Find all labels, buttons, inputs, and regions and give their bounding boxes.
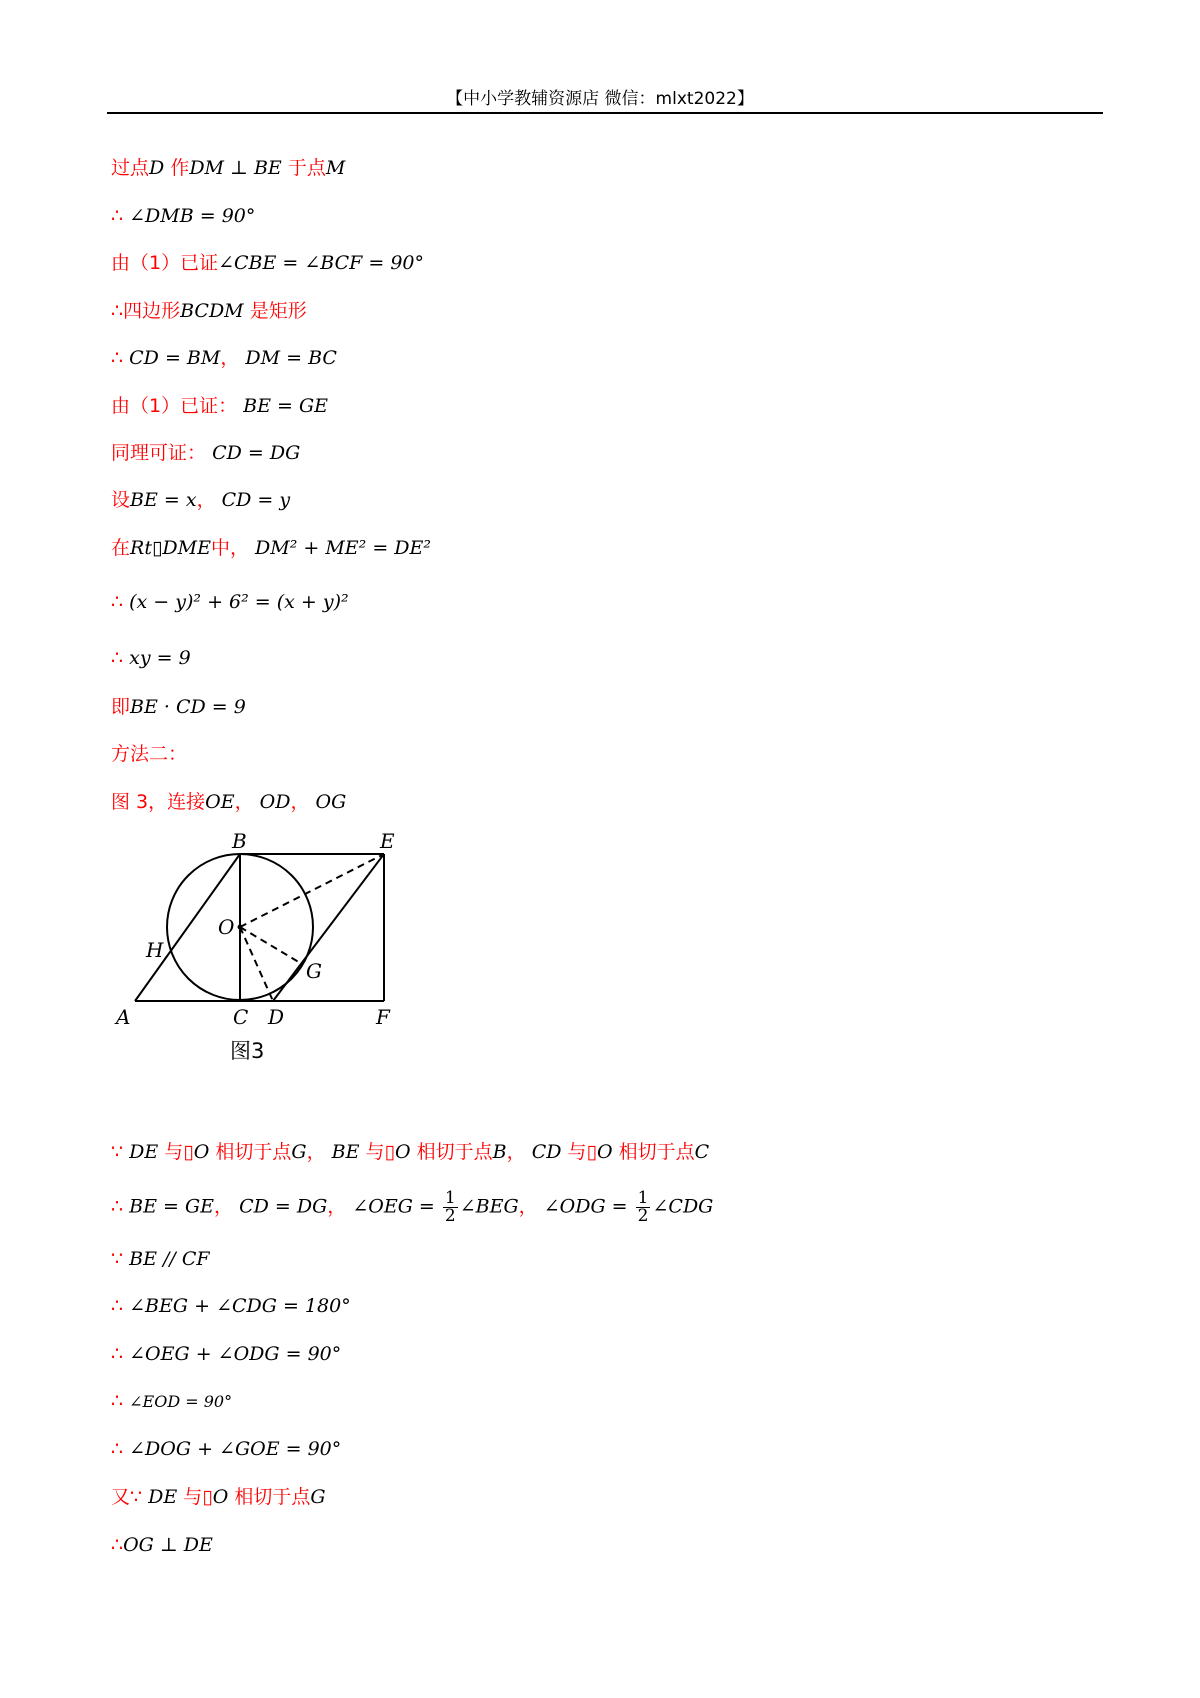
label-g: G	[306, 959, 322, 983]
proof2-line-7	[111, 1437, 341, 1461]
therefore-symbol: ∴	[111, 1343, 124, 1365]
math: ∠DMB = 90°	[129, 205, 256, 227]
label-f: F	[376, 1005, 390, 1029]
page-header: 【中小学教辅资源店 微信：mlxt2022】	[446, 89, 754, 109]
text-cn: ，	[290, 791, 310, 813]
math: BE = GE	[243, 395, 329, 417]
math: BCDM	[180, 300, 244, 322]
proof-line-7	[111, 441, 300, 465]
numerator: 1	[637, 1188, 649, 1208]
proof-line-14	[111, 790, 346, 814]
text-cn: 作	[170, 157, 190, 179]
math: BE	[331, 1141, 360, 1163]
text-cn: 由（1）已证	[111, 252, 219, 274]
proof-line-8	[111, 488, 290, 512]
math: G	[291, 1141, 307, 1163]
math: ∠BEG + ∠CDG = 180°	[129, 1295, 351, 1317]
text-cn: ，	[306, 1141, 326, 1163]
math: xy = 9	[129, 647, 191, 669]
math: OD	[259, 791, 291, 813]
therefore-symbol: ∴	[111, 591, 124, 613]
math: CD = BM	[129, 347, 221, 369]
label-d: D	[268, 1005, 285, 1029]
math: CD = y	[221, 489, 291, 511]
fraction-one-half	[443, 1190, 458, 1225]
text-cn: 相切于点	[215, 1141, 292, 1163]
label-e: E	[380, 829, 395, 853]
proof2-line-9	[111, 1533, 213, 1557]
math: C	[694, 1141, 710, 1163]
math: O	[395, 1141, 411, 1163]
text-cn: 相切于点	[234, 1486, 311, 1508]
math: DE	[129, 1141, 159, 1163]
label-c: C	[233, 1005, 249, 1029]
text-cn: 即	[111, 696, 131, 718]
math: O	[193, 1141, 210, 1163]
label-o: O	[218, 915, 235, 939]
math: (x − y)² + 6² = (x + y)²	[129, 591, 349, 613]
math: OG	[315, 791, 347, 813]
math: ∠ODG =	[543, 1195, 628, 1218]
segment-ed	[273, 854, 384, 1001]
math: BE = GE	[129, 1195, 215, 1218]
text-cn: 是矩形	[249, 300, 307, 322]
label-h: H	[146, 938, 164, 962]
math: DM² + ME² = DE²	[255, 537, 432, 559]
math: ∠DOG + ∠GOE = 90°	[129, 1438, 342, 1460]
math: OE	[205, 791, 235, 813]
therefore-symbol: ∴	[111, 1534, 124, 1556]
proof-line-10	[111, 590, 349, 614]
dashed-og	[240, 927, 302, 964]
text-cn: 方法二：	[111, 743, 188, 765]
text-cn: ，	[506, 1141, 526, 1163]
proof2-line-2	[111, 1190, 713, 1225]
math: DE	[148, 1486, 178, 1508]
math: CD = DG	[239, 1195, 328, 1218]
math: ∠CBE = ∠BCF = 90°	[218, 252, 425, 274]
fraction-one-half	[636, 1190, 651, 1225]
numerator: 1	[444, 1188, 456, 1208]
header-rule	[107, 112, 1103, 114]
text-cn: 相切于点	[416, 1141, 493, 1163]
proof-line-6	[111, 394, 328, 418]
text-cn: 与▯	[365, 1141, 396, 1163]
text-cn: 图 3，连接	[111, 791, 206, 813]
math: M	[325, 157, 346, 179]
proof-line-11	[111, 646, 191, 670]
denominator: 2	[637, 1206, 649, 1226]
math: O	[596, 1141, 613, 1163]
math: ∠OEG + ∠ODG = 90°	[129, 1343, 342, 1365]
proof-line-9	[111, 536, 431, 560]
math: D	[149, 157, 165, 179]
math: CD = DG	[212, 442, 301, 464]
text-cn: 中，	[210, 537, 249, 559]
text-cn: 又∵	[111, 1486, 143, 1508]
therefore-symbol: ∴	[111, 1438, 124, 1460]
therefore-symbol: ∴	[111, 205, 124, 227]
text-cn: 在	[111, 537, 131, 559]
proof2-line-1	[111, 1140, 709, 1164]
denominator: 2	[444, 1206, 456, 1226]
proof2-line-3	[111, 1247, 210, 1271]
therefore-symbol: ∴	[111, 1295, 124, 1317]
math: ∠EOD = 90°	[129, 1392, 233, 1411]
math: OG ⊥ DE	[123, 1534, 213, 1556]
text-cn: 同理可证：	[111, 442, 207, 464]
figure-caption: 图3	[230, 1039, 265, 1063]
text-cn: ∴四边形	[111, 300, 181, 322]
proof-line-1	[111, 156, 345, 180]
math: O	[212, 1486, 229, 1508]
point-o	[238, 925, 243, 930]
math: BE = x	[130, 489, 197, 511]
math: DM ⊥ BE	[189, 157, 282, 179]
therefore-symbol: ∴	[111, 647, 124, 669]
proof2-line-4	[111, 1294, 351, 1318]
proof2-line-5	[111, 1342, 341, 1366]
text-cn: 相切于点	[618, 1141, 695, 1163]
math: ∠CDG	[652, 1195, 714, 1218]
math: DM = BC	[245, 347, 337, 369]
because-symbol: ∵	[111, 1248, 124, 1270]
therefore-symbol: ∴	[111, 347, 124, 369]
math: G	[310, 1486, 326, 1508]
dashed-od	[240, 927, 273, 1001]
math: BE // CF	[129, 1248, 210, 1270]
proof-line-3	[111, 251, 424, 275]
math: ∠OEG =	[352, 1195, 435, 1218]
text-cn: 设	[111, 489, 131, 511]
because-symbol: ∵	[111, 1141, 124, 1163]
text-cn: ，	[196, 489, 216, 511]
geometry-figure-3	[110, 826, 410, 1066]
therefore-symbol: ∴	[111, 1390, 124, 1412]
text-cn: 过点	[111, 157, 150, 179]
proof-line-4	[111, 299, 307, 323]
math: Rt▯DME	[130, 537, 211, 559]
math: BE · CD = 9	[130, 696, 246, 718]
proof-line-5	[111, 346, 337, 370]
therefore-symbol: ∴	[111, 1195, 124, 1218]
text-cn: 与▯	[567, 1141, 597, 1163]
text-cn: 与▯	[164, 1141, 194, 1163]
math: CD	[531, 1141, 562, 1163]
method-two-heading	[111, 742, 187, 766]
text-cn: ，	[214, 1195, 234, 1218]
text-cn: ，	[220, 347, 240, 369]
text-cn: ，	[234, 791, 254, 813]
text-cn: ，	[327, 1195, 347, 1218]
label-a: A	[116, 1005, 131, 1029]
proof-line-2	[111, 204, 255, 228]
text-cn: 与▯	[183, 1486, 213, 1508]
label-b: B	[232, 829, 247, 853]
math: ∠BEG	[459, 1195, 519, 1218]
proof2-line-6	[111, 1389, 232, 1414]
math: B	[492, 1141, 507, 1163]
text-cn: 于点	[287, 157, 326, 179]
proof-line-12	[111, 695, 246, 719]
proof2-line-8	[111, 1485, 326, 1509]
text-cn: ，	[518, 1195, 538, 1218]
text-cn: 由（1）已证：	[111, 395, 238, 417]
